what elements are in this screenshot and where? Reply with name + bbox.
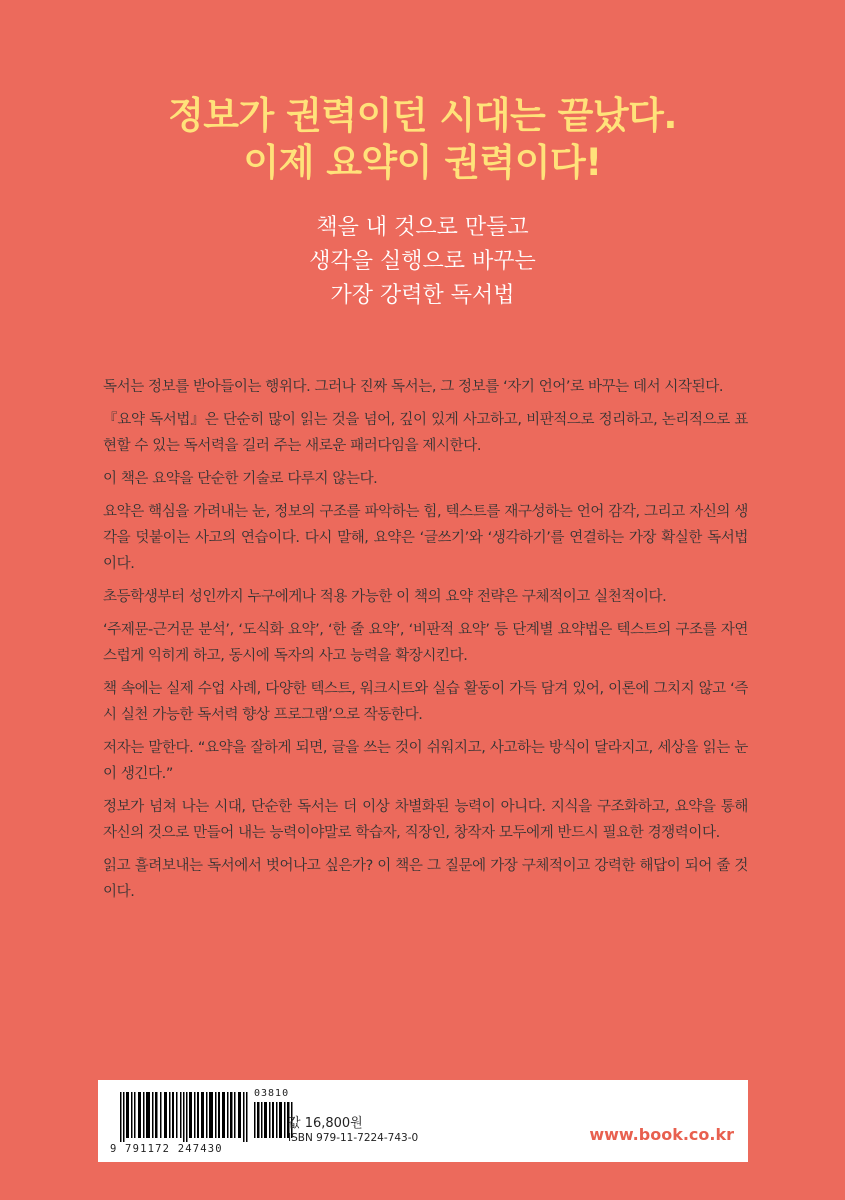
- barcode-addon-number: 03810: [254, 1088, 290, 1099]
- price-label: 값 16,800원: [288, 1116, 363, 1131]
- body-paragraph: 저자는 말한다. “요약을 잘하게 되면, 글을 쓰는 것이 쉬워지고, 사고하는 방식이 달라지고, 세상을 읽는 눈이 생긴다.”: [103, 740, 748, 782]
- subhead-line-2: 생각을 실행으로 바꾸는: [309, 249, 536, 274]
- body-paragraph: 정보가 넘쳐 나는 시대, 단순한 독서는 더 이상 차별화된 능력이 아니다. 지식을 구조화하고, 요약을 통해 자신의 것으로 만들어 내는 능력이야말로 학습자, 직장인, 창작자 모두에게 반드시 필요한 경쟁력이다.: [103, 799, 748, 841]
- body-paragraph: 초등학생부터 성인까지 누구에게나 적용 가능한 이 책의 요약 전략은 구체적이고 실천적이다.: [103, 589, 667, 605]
- publisher-website[interactable]: www.book.co.kr: [589, 1125, 734, 1144]
- subhead-line-3: 가장 강력한 독서법: [330, 283, 515, 308]
- body-copy: [103, 374, 748, 912]
- body-paragraph: ‘주제문-근거문 분석’, ‘도식화 요약’, ‘한 줄 요약’, ‘비판적 요약’ 등 단계별 요약법은 텍스트의 구조를 자연스럽게 익히게 하고, 동시에 독자의 사고 능력을 확장시킨다.: [103, 622, 748, 664]
- body-paragraph: 독서는 정보를 받아들이는 행위다. 그러나 진짜 독서는, 그 정보를 ‘자기 언어’로 바꾸는 데서 시작된다.: [103, 379, 724, 395]
- barcode-main-number: 9 791172 247430: [110, 1143, 223, 1155]
- barcode-bars-main: [120, 1092, 250, 1142]
- headline-line-2: 이제 요약이 권력이다!: [243, 141, 602, 184]
- body-paragraph: 요약은 핵심을 가려내는 눈, 정보의 구조를 파악하는 힘, 텍스트를 재구성하는 언어 감각, 그리고 자신의 생각을 덧붙이는 사고의 연습이다. 다시 말해, 요약은 ‘글쓰기’와 ‘생각하기’를 연결하는 가장 확실한 독서법이다.: [103, 504, 748, 572]
- barcode-panel: [98, 1080, 748, 1162]
- body-paragraph: 이 책은 요약을 단순한 기술로 다루지 않는다.: [103, 471, 378, 487]
- subhead-line-1: 책을 내 것으로 만들고: [316, 215, 529, 240]
- body-paragraph: 『요약 독서법』은 단순히 많이 읽는 것을 넘어, 깊이 있게 사고하고, 비판적으로 정리하고, 논리적으로 표현할 수 있는 독서력을 길러 주는 새로운 패러다임을 제시한다.: [103, 412, 748, 454]
- headline-line-1: 정보가 권력이던 시대는 끝났다.: [168, 94, 677, 137]
- isbn-barcode: [110, 1088, 295, 1154]
- body-paragraph: 읽고 흘려보내는 독서에서 벗어나고 싶은가? 이 책은 그 질문에 가장 구체적이고 강력한 해답이 되어 줄 것이다.: [103, 858, 748, 900]
- isbn-label: ISBN 979-11-7224-743-0: [288, 1132, 419, 1144]
- body-paragraph: 책 속에는 실제 수업 사례, 다양한 텍스트, 워크시트와 실습 활동이 가득 담겨 있어, 이론에 그치지 않고 ‘즉시 실천 가능한 독서력 향상 프로그램’으로 작동한다.: [103, 681, 748, 723]
